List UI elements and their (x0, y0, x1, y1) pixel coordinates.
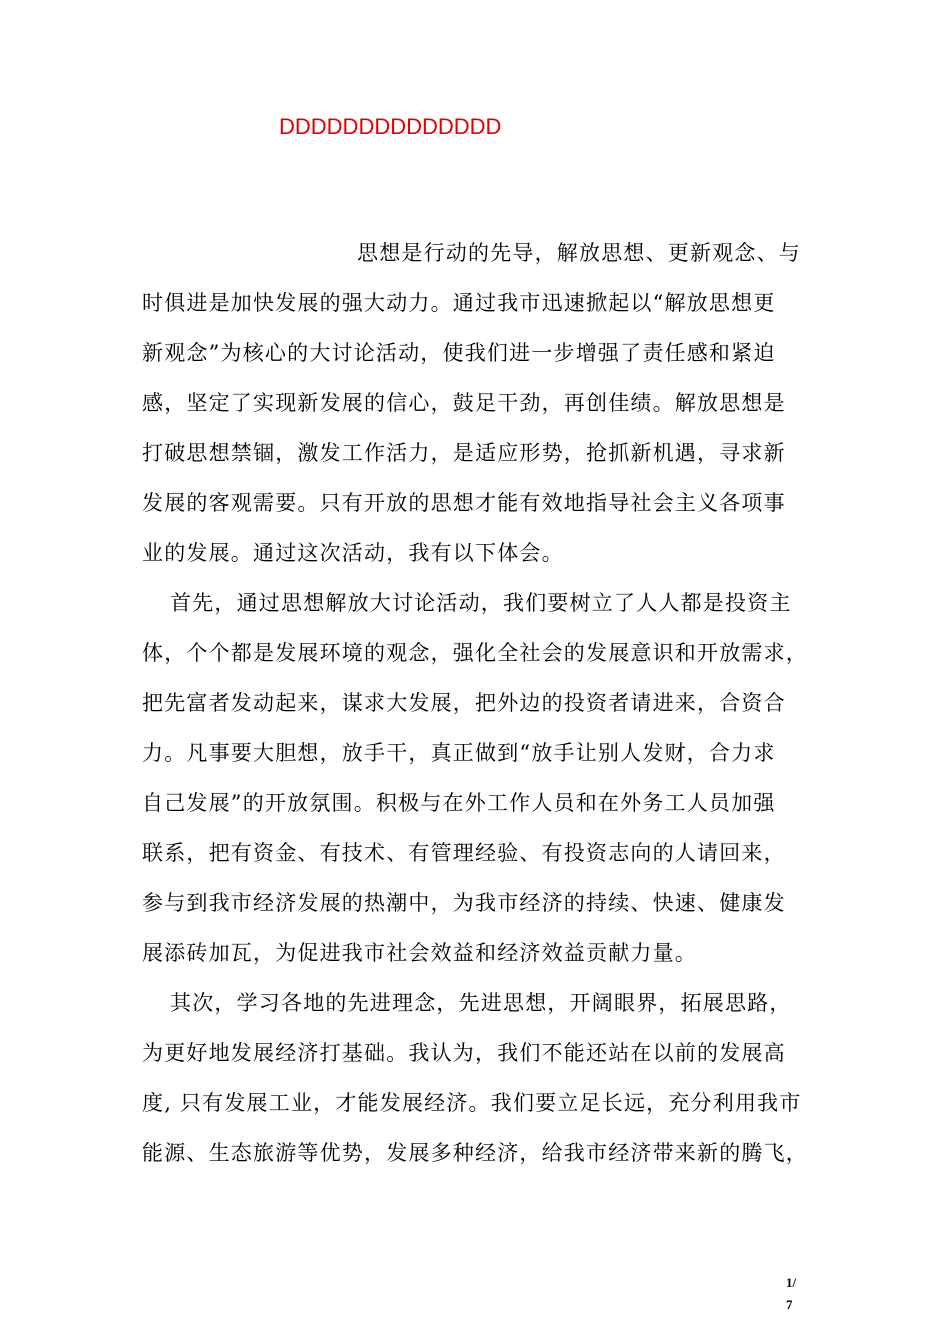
page-number (786, 1272, 806, 1316)
body-line: 思想是行动的先导，解放思想、更新观念、与 (357, 241, 801, 265)
header-title: DDDDDDDDDDDDDD (279, 114, 502, 139)
page-number-current: 1/ (786, 1275, 797, 1290)
body-line: 度, 只有发展工业，才能发展经济。我们要立足长远，充分利用我市 (142, 1091, 802, 1115)
body-line: 为更好地发展经济打基础。我认为，我们不能还站在以前的发展高 (142, 1041, 786, 1065)
body-line: 力。凡事要大胆想，放手干，真正做到“放手让别人发财，合力求 (142, 741, 776, 765)
body-line: 联系，把有资金、有技术、有管理经验、有投资志向的人请回来， (142, 841, 786, 865)
body-line: 时俱进是加快发展的强大动力。通过我市迅速掀起以“解放思想更 (142, 291, 776, 315)
body-line: 自己发展”的开放氛围。积极与在外工作人员和在外务工人员加强 (142, 791, 776, 815)
body-line: 首先，通过思想解放大讨论活动，我们要树立了人人都是投资主 (170, 591, 792, 615)
body-line: 参与到我市经济发展的热潮中，为我市经济的持续、快速、健康发 (142, 891, 786, 915)
body-line: 业的发展。通过这次活动，我有以下体会。 (142, 541, 564, 565)
body-line: 打破思想禁锢，激发工作活力，是适应形势，抢抓新机遇，寻求新 (142, 441, 786, 465)
body-line: 展添砖加瓦，为促进我市社会效益和经济效益贡献力量。 (142, 941, 697, 965)
body-line: 新观念”为核心的大讨论活动，使我们进一步增强了责任感和紧迫 (142, 341, 776, 365)
body-line: 发展的客观需要。只有开放的思想才能有效地指导社会主义各项事 (142, 491, 786, 515)
body-line: 感，坚定了实现新发展的信心，鼓足干劲，再创佳绩。解放思想是 (142, 391, 786, 415)
page-number-total: 7 (786, 1297, 793, 1312)
body-line: 体，个个都是发展环境的观念，强化全社会的发展意识和开放需求， (142, 641, 808, 665)
body-line: 能源、生态旅游等优势，发展多种经济，给我市经济带来新的腾飞， (142, 1141, 808, 1165)
body-line: 其次，学习各地的先进理念，先进思想，开阔眼界，拓展思路， (170, 991, 792, 1015)
body-line: 把先富者发动起来，谋求大发展，把外边的投资者请进来，合资合 (142, 691, 786, 715)
